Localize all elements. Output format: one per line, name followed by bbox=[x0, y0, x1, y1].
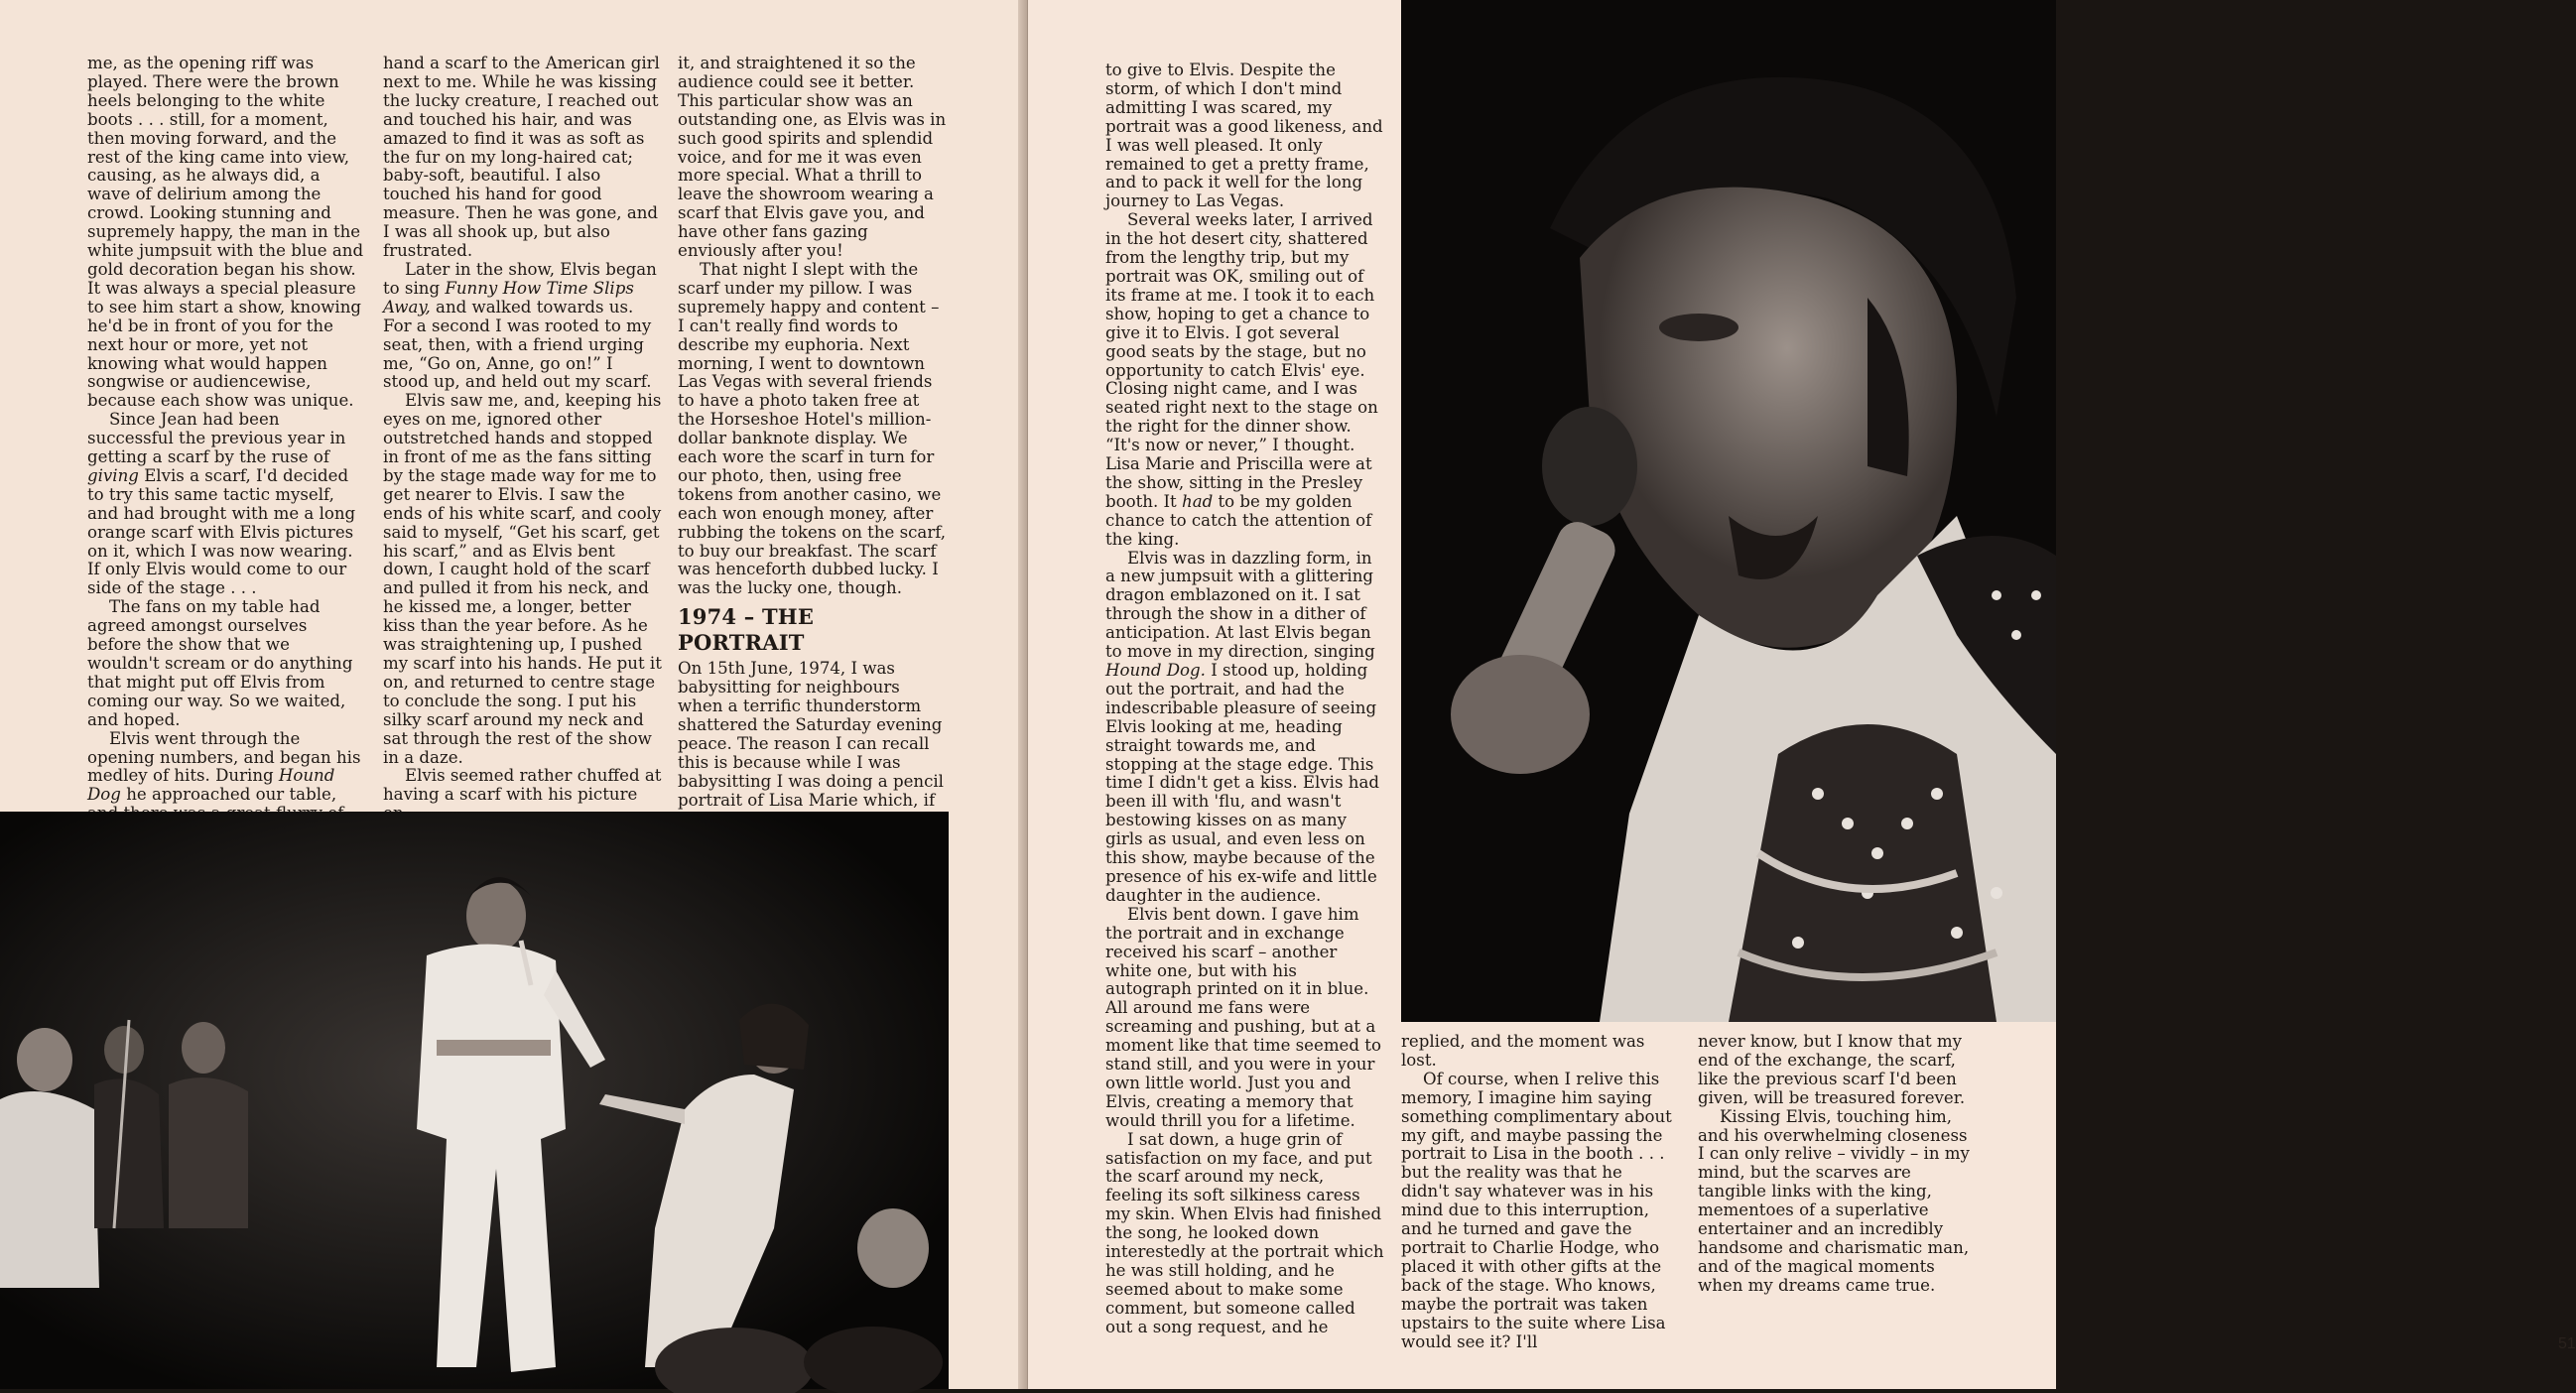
paragraph: Several weeks later, I arrived in the hot desert city, shattered from the lengthy trip, but my portrait was OK, smiling out of its frame at me. I took it to each show, hoping to get a chance to give it to Elvis. I got several good seats by the stage, but no opportunity to catch Elvis' eye. Closing night came, and I was seated right next to the stage on the right for the dinner show. “It's now or never,” I thought. Lisa Marie and Priscilla were at the show, sitting in the Presley booth. It had to be my golden chance to catch the attention of the king. bbox=[1105, 210, 1378, 549]
paragraph: Elvis went through the opening numbers, and began his medley of hits. During Hound Dog he approached our table, bbox=[87, 728, 361, 805]
section-heading: 1974 – THE PORTRAIT bbox=[678, 604, 815, 656]
paragraph: never know, but I know that my end of the exchange, the scarf, like the previous scarf I'd been given, will be treasured forever. bbox=[1698, 1032, 1966, 1107]
paragraph: Later in the show, Elvis began to sing Funny How Time Slips Away, and walked towards us. For a second I was rooted to my seat, then, with a friend urging me, “Go on, Anne, go on!” I stood up, and held out my scarf. bbox=[383, 259, 657, 392]
paragraph: it, and straightened it so the audience could see it better. This particular show was an outstanding one, as Elvis was in such good spirits and splendid voice, and for me it was even more special. What a thrill to leave the showroom wearing a scarf that Elvis gave you, and have other fans gazing enviously after you! bbox=[678, 54, 947, 261]
paragraph: Kissing Elvis, touching him, and his overwhelming closeness I can only relive – vividly – in my mind, but the scarves are tangible links with the king, mementoes of a superlative entertainer and an incredibly handsome and charismatic man, and of the magical moments when my dreams came true. bbox=[1698, 1106, 1970, 1295]
text-column-3 bbox=[678, 55, 948, 847]
text-column-5 bbox=[1401, 1033, 1675, 1351]
text-column-6 bbox=[1698, 1033, 1978, 1296]
paragraph: Elvis seemed rather chuffed at having a scarf with his picture bbox=[383, 766, 662, 805]
elvis-closeup-photo bbox=[1401, 0, 2056, 1022]
paragraph: The fans on my table had agreed amongst ourselves before the show that we wouldn't scream or do anything that might put off Elvis from coming our way. So we waited, and hoped. bbox=[87, 597, 353, 729]
stage-photo-illustration bbox=[0, 812, 949, 1389]
paragraph: That night I slept with the scarf under my pillow. I was supremely happy and content – I can't really find words to describe my euphoria. Next morning, I went to downtown Las Vegas with several friends to have a photo taken free at the Horseshoe Hotel's million-dollar banknote display. We each wore the scarf in turn for our photo, then, using free tokens from another casino, we each won enough money, after rubbing the tokens on the scarf, to buy our breakfast. The scarf was henceforth dubbed lucky. I was the lucky one, though. bbox=[678, 259, 947, 598]
paragraph: Elvis was in dazzling form, in a new jumpsuit with a glittering dragon emblazoned on it. I sat through the show in a dither of anticipation. At last Elvis began to move in my direction, singing Hound Dog. I stood up, holding out the portrait, and had the indescribable pleasure of seeing Elvis looking at me, heading straight towards me, and stopping at the stage edge. This time I didn't get a kiss. Elvis had been ill with 'flu, and wasn't bestowing kisses on as many girls as usual, and even less on this show, maybe because of the presence of his ex-wife and little daughter in the audience. bbox=[1105, 548, 1379, 905]
paragraph: I sat down, a huge grin of satisfaction on my face, and put the scarf around my neck, feeling its soft silkiness caress my skin. When Elvis had finished the song, he looked down interestedly at the portrait which he was still holding, and he seemed about to make some comment, but someone called out a song request, and he bbox=[1105, 1129, 1384, 1336]
text-column-2 bbox=[383, 55, 663, 823]
text-column-1 bbox=[87, 55, 365, 861]
page-number: 51 bbox=[2558, 1335, 2576, 1352]
closeup-photo-illustration bbox=[1401, 0, 2056, 1022]
concert-stage-photo bbox=[0, 812, 949, 1389]
paragraph: Elvis saw me, and, keeping his eyes on me, ignored other outstretched hands and stopped in front of me as the fans sitting by the stage made way for me to get nearer to Elvis. I saw the ends of his white scarf, and cooly said to myself, “Get his scarf, get his scarf,” and as Elvis bent down, I caught hold of the scarf and pulled it from his neck, and he kissed me, a longer, better kiss than the year before. As he was straightening up, I pushed my scarf into his hands. He put it on, and returned to centre stage to conclude the song. I put his silky scarf around my neck and sat through the rest of the show in a daze. bbox=[383, 391, 662, 767]
paragraph: replied, and the moment was lost. bbox=[1401, 1032, 1645, 1070]
paragraph: to give to Elvis. Despite the storm, of which I don't mind admitting I was scared, my portrait was a good likeness, and I was well pleased. It only remained to get a pretty frame, and to pack it well for the long journey to Las Vegas. bbox=[1105, 61, 1383, 211]
paragraph: On 15th June, 1974, I was babysitting for neighbours when a terrific thunderstorm shattered the Saturday evening peace. The reason I can recall this is because while I was babysitting I was doing a pencil portrait of Lisa Marie which, if bbox=[678, 659, 944, 810]
paragraph: Since Jean had been successful the previous year in getting a scarf by the ruse of giving Elvis a scarf, I'd decided to try this same tactic myself, and had brought with me a long orange scarf with Elvis pictures on it, which I was now wearing. If only Elvis would come to our side of the stage . . . bbox=[87, 410, 356, 598]
paragraph: Elvis bent down. I gave him the portrait and in exchange received his scarf – another white one, but with his autograph printed on it in blue. All around me fans were screaming and pushing, but at a moment like that time seemed to stand still, and you were in your own little world. Just you and Elvis, creating a memory that would thrill you for a lifetime. bbox=[1105, 904, 1381, 1130]
paragraph: hand a scarf to the American girl next to me. While he was kissing the lucky creature, I reached out and touched his hair, and was amazed to find it was as soft as the fur on my long-haired cat; baby-soft, beautiful. I also touched his hand for good measure. Then he was gone, and I was all shook up, but also frustrated. bbox=[383, 54, 660, 261]
text-column-4 bbox=[1105, 62, 1385, 1337]
left-page bbox=[0, 0, 1024, 1389]
paragraph: me, as the opening riff was played. There were the brown heels belonging to the white boots . . . still, for a moment, then moving forward, and the rest of the king came into view, causing, as he always did, a wave of delirium among the crowd. Looking stunning and supremely happy, the man in the white jumpsuit with the blue and gold decoration began his show. It was always a special pleasure to see him start a show, knowing he'd be in front of you for the next hour or more, yet not knowing what would happen songwise or audiencewise, because each show was unique. bbox=[87, 54, 364, 411]
paragraph: Of course, when I relive this memory, I imagine him saying something complimentary about my gift, and maybe passing the portrait to Lisa in the booth . . . but the reality was that he didn't say whatever was in his mind due to this interruption, and he turned and gave the portrait to Charlie Hodge, who placed it with other gifts at the back of the stage. Who knows, maybe the portrait was taken upstairs to the suite where Lisa would see it? I'll bbox=[1401, 1069, 1672, 1351]
